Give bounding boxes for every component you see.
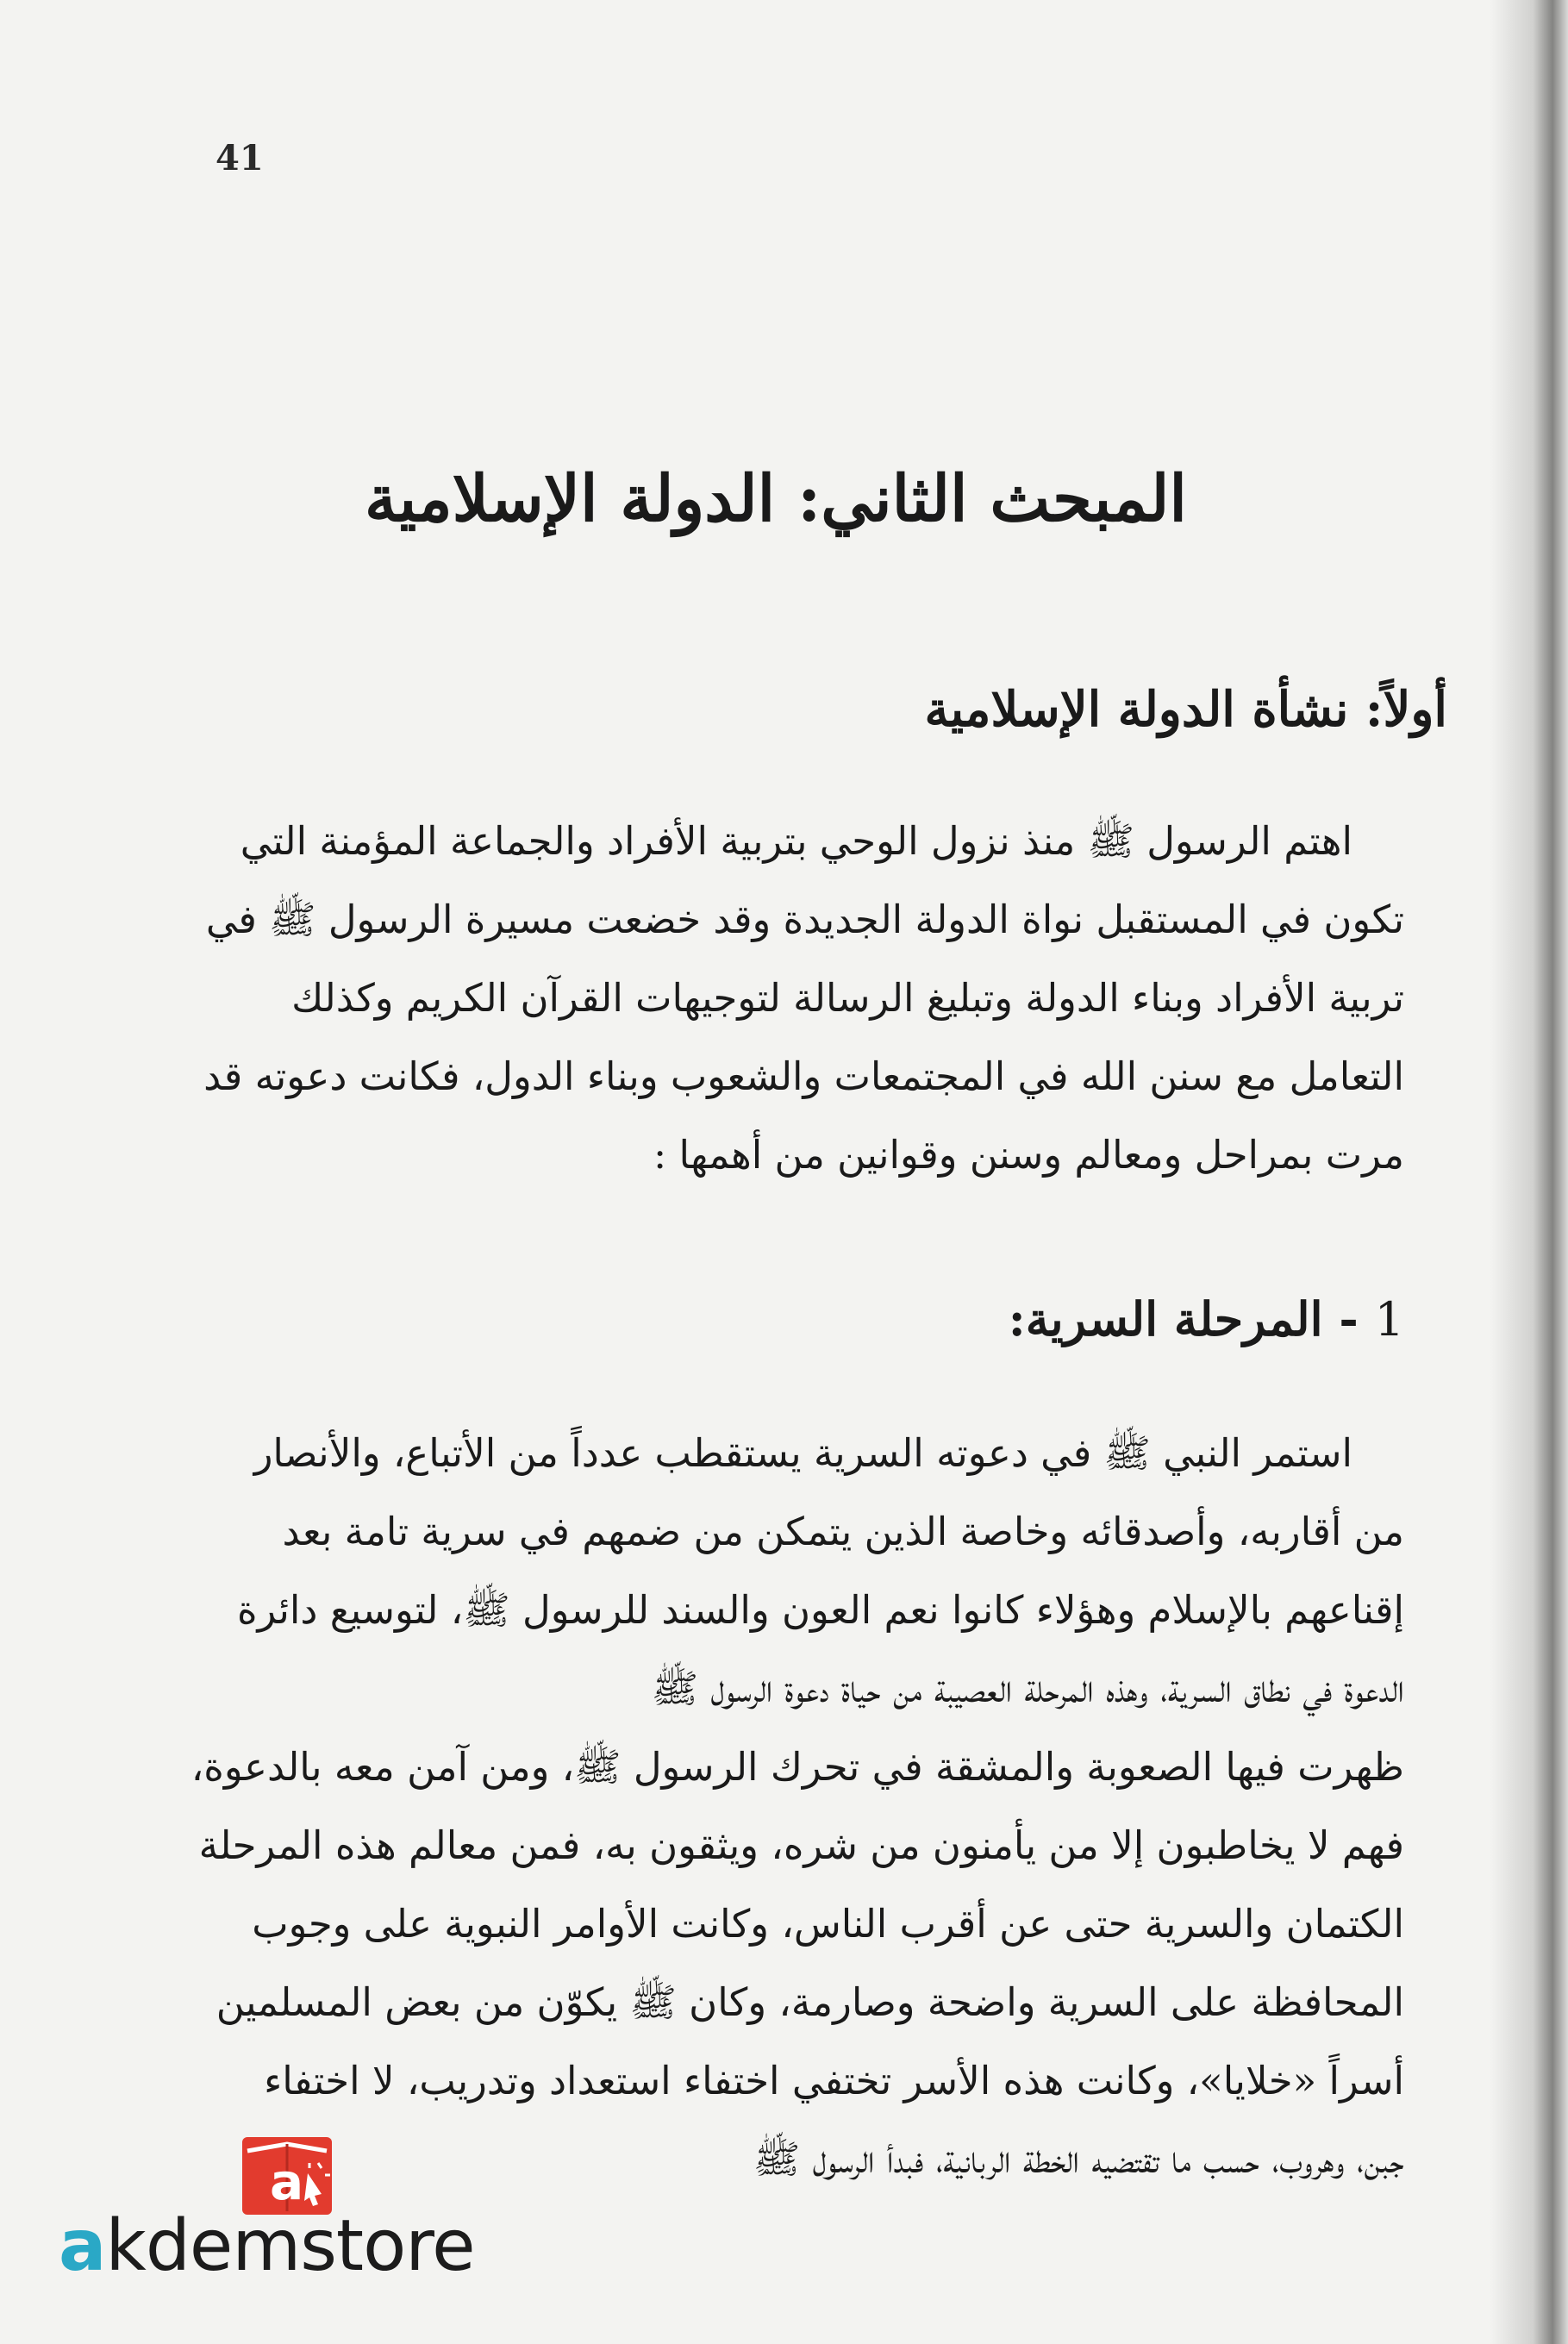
text-line: المحافظة على السرية واضحة وصارمة، وكان ﷺ يكوّن من بعض المسلمين	[216, 1979, 1404, 2025]
paragraph-secret-phase	[163, 1414, 1404, 2198]
subsection-title: المرحلة السرية:	[1008, 1291, 1323, 1347]
logo-letter: a	[270, 2153, 304, 2211]
chapter-title: المبحث الثاني: الدولة الإسلامية	[365, 462, 1187, 536]
text-line: تكون في المستقبل نواة الدولة الجديدة وقد خضعت مسيرة الرسول ﷺ في	[205, 897, 1404, 942]
watermark-brand	[59, 2205, 475, 2287]
text-line: جبن، وهروب، حسب ما تقتضيه الخطة الربانية، فبدأ الرسول ﷺ	[753, 2136, 1404, 2182]
text-line: أسراً «خلايا»، وكانت هذه الأسر تختفي اختفاء استعداد وتدريب، لا اختفاء	[264, 2058, 1404, 2103]
text-line: تربية الأفراد وبناء الدولة وتبليغ الرسالة لتوجيهات القرآن الكريم وكذلك	[291, 975, 1404, 1021]
text-line: ظهرت فيها الصعوبة والمشقة في تحرك الرسول ﷺ، ومن آمن معه بالدعوة،	[191, 1744, 1404, 1790]
subsection-heading	[1009, 1291, 1404, 1347]
text-line: التعامل مع سنن الله في المجتمعات والشعوب وبناء الدول، فكانت دعوته قد	[203, 1053, 1404, 1099]
text-line: الكتمان والسرية حتى عن أقرب الناس، وكانت الأوامر النبوية على وجوب	[252, 1901, 1404, 1947]
subsection-separator: -	[1322, 1291, 1375, 1347]
text-line: اهتم الرسول ﷺ منذ نزول الوحي بتربية الأفراد والجماعة المؤمنة التي	[240, 818, 1352, 864]
text-line: مرت بمراحل ومعالم وسنن وقوانين من أهمها :	[653, 1132, 1404, 1178]
section-heading: أولاً: نشأة الدولة الإسلامية	[924, 681, 1447, 738]
paragraph-intro	[163, 802, 1404, 1194]
brand-accent-letter: a	[59, 2205, 106, 2287]
page-edge-shadow	[1490, 0, 1568, 2344]
watermark	[59, 2125, 524, 2297]
text-line: الدعوة في نطاق السرية، وهذه المرحلة العصيبة من حياة دعوة الرسول ﷺ	[651, 1666, 1404, 1711]
text-line: فهم لا يخاطبون إلا من يأمنون من شره، ويثقون به، فمن معالم هذه المرحلة	[198, 1822, 1404, 1868]
page-number: 41	[216, 138, 264, 178]
brand-rest: kdemstore	[105, 2205, 475, 2287]
text-line: من أقاربه، وأصدقائه وخاصة الذين يتمكن من ضمهم في سرية تامة بعد	[282, 1509, 1404, 1554]
text-line: إقناعهم بالإسلام وهؤلاء كانوا نعم العون والسند للرسول ﷺ، لتوسيع دائرة	[236, 1587, 1404, 1633]
subsection-number: 1	[1374, 1292, 1404, 1347]
text-line: استمر النبي ﷺ في دعوته السرية يستقطب عدداً من الأتباع، والأنصار	[253, 1430, 1352, 1476]
